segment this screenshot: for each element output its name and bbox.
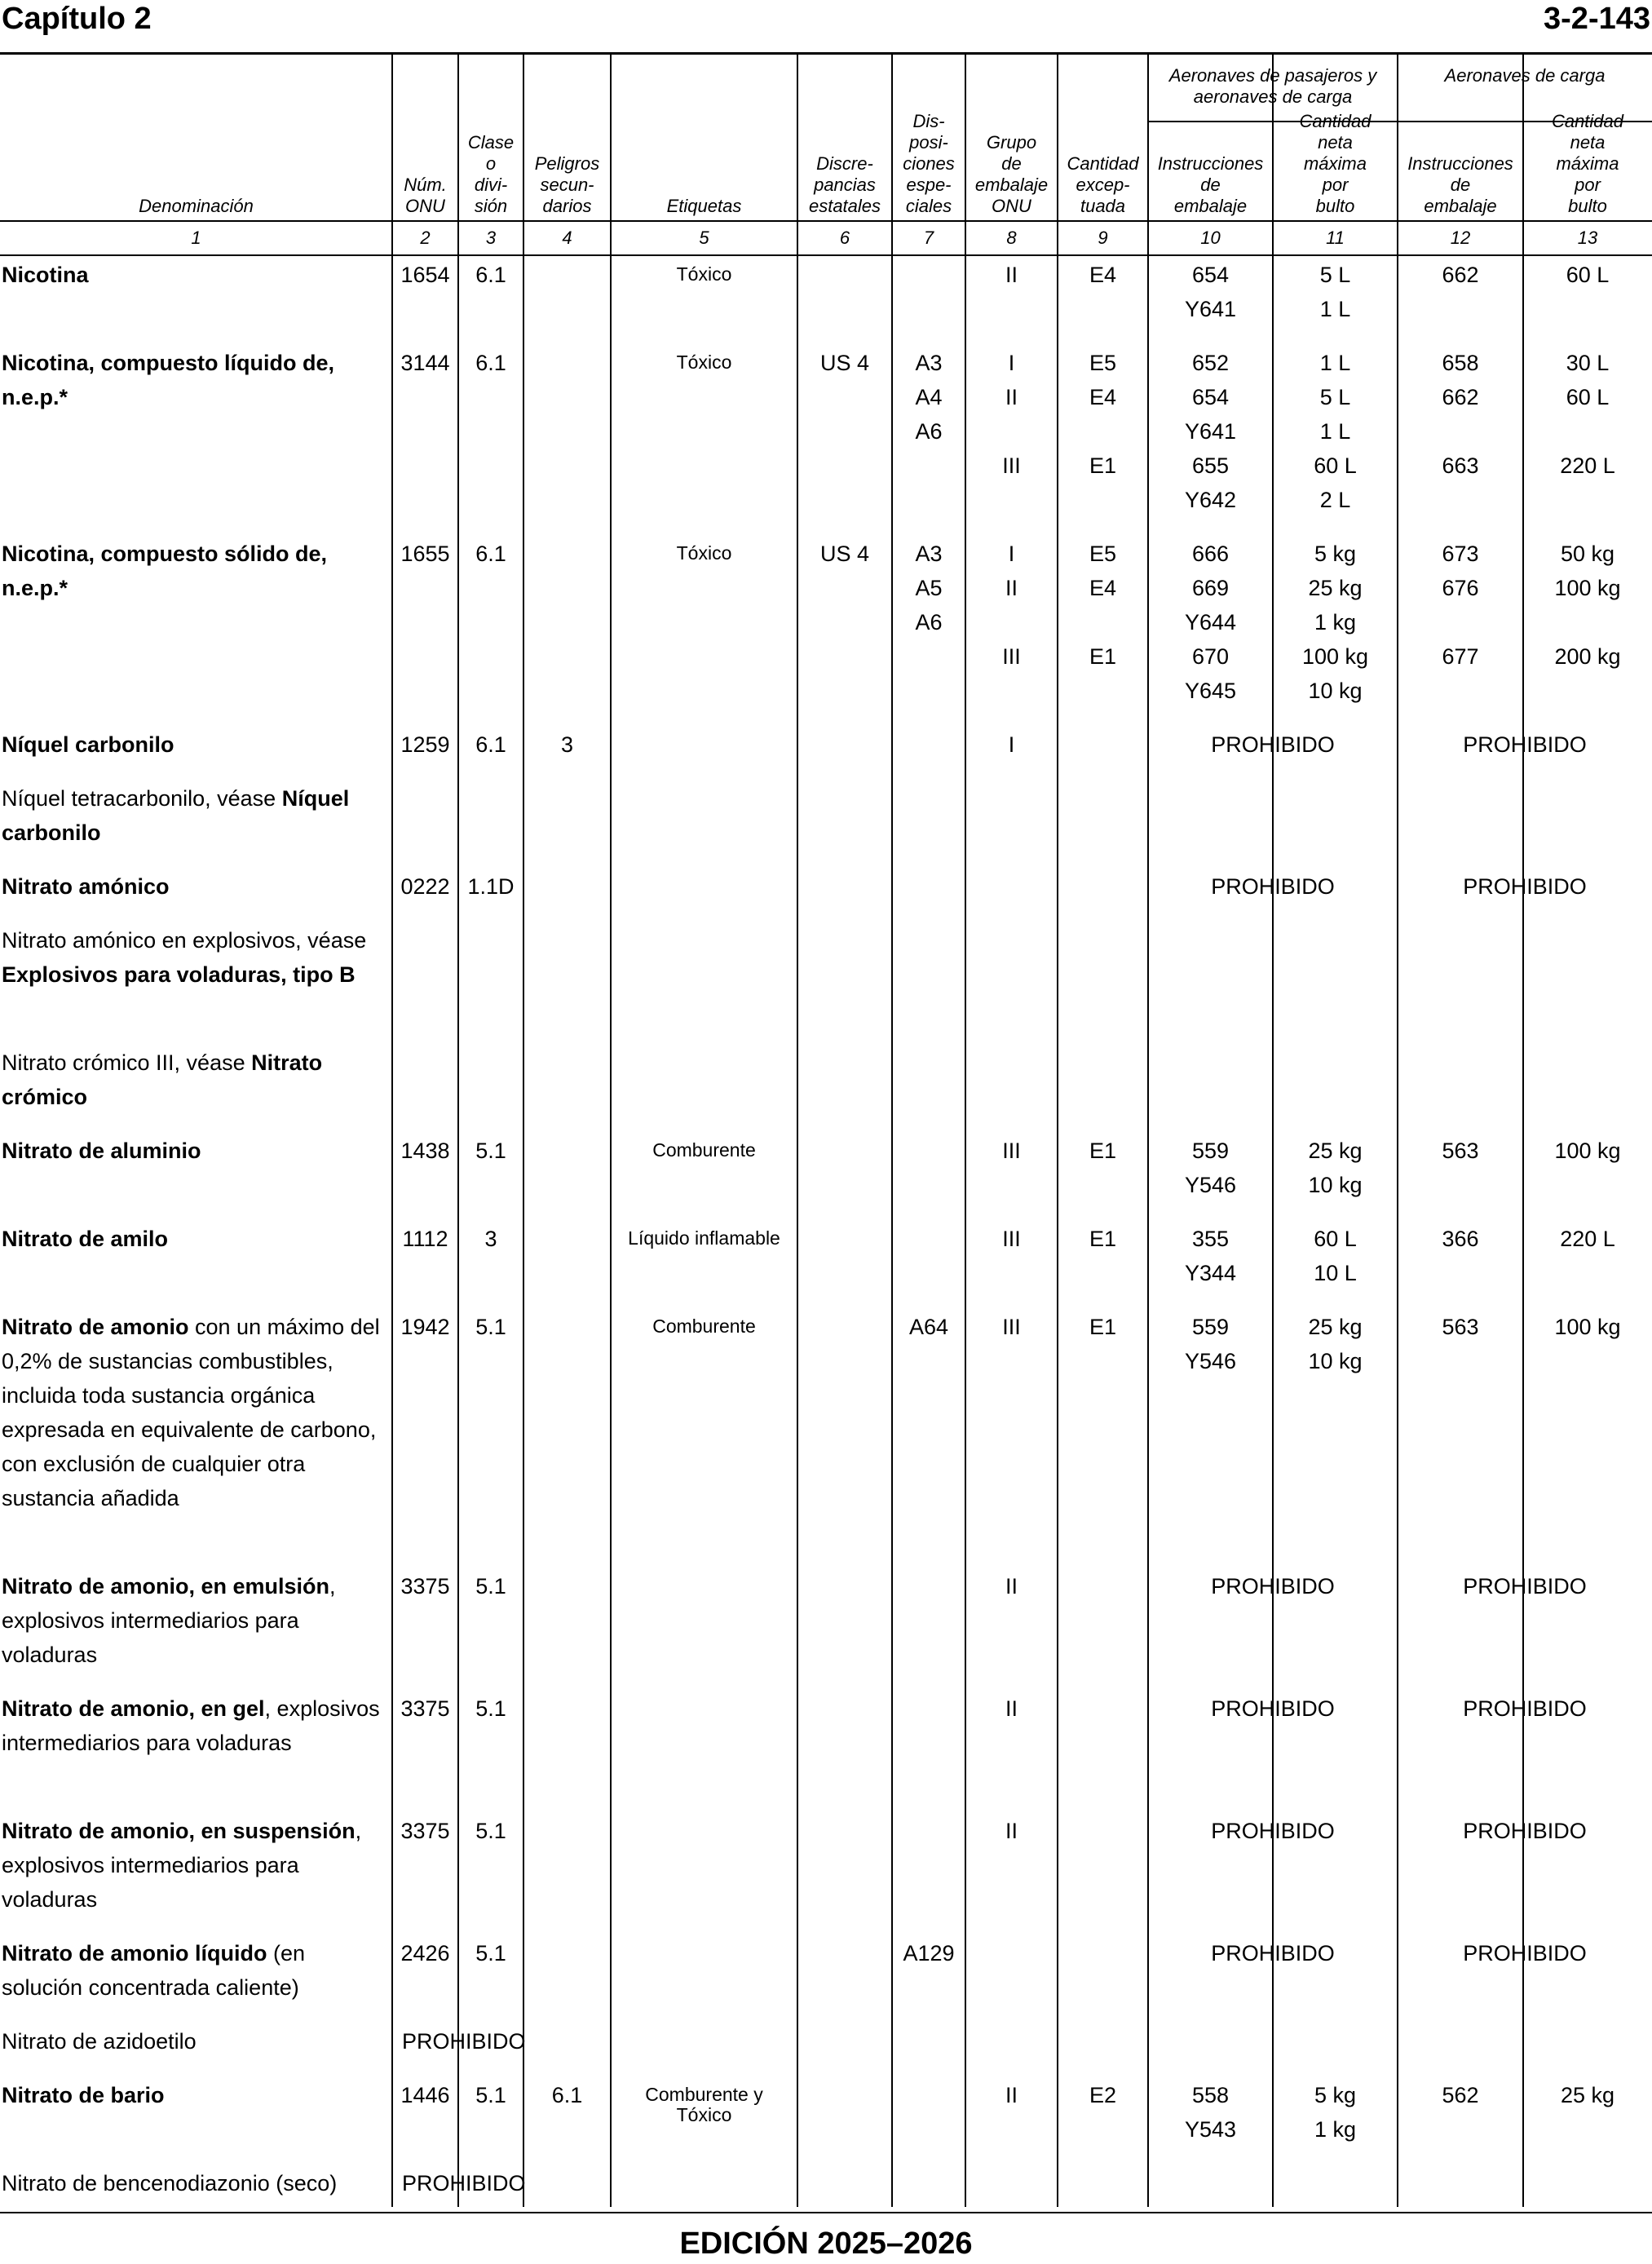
name-part: Explosivos para voladuras, tipo B <box>2 962 356 987</box>
packing-group: I <box>1008 542 1015 566</box>
cargo-packing-instruction: 677 <box>1442 644 1479 669</box>
cargo-max-quantity: 25 kg <box>1560 2083 1615 2107</box>
excepted-quantity: E5 <box>1089 542 1117 566</box>
class-division: 5.1 <box>475 1696 506 1721</box>
column-header: Núm. ONU <box>404 175 447 216</box>
un-number: 1654 <box>400 263 450 287</box>
passenger-max-quantity: 1 kg <box>1314 610 1357 635</box>
excepted-quantity: E1 <box>1089 1315 1117 1339</box>
edition-footer: EDICIÓN 2025–2026 <box>679 2226 973 2261</box>
column-header: Clase o divi- sión <box>467 132 515 216</box>
passenger-max-quantity: 1 kg <box>1314 2117 1357 2142</box>
substance-name <box>2 727 386 762</box>
name-part: Nitrato de aluminio <box>2 1139 201 1163</box>
packing-group: III <box>1002 453 1021 478</box>
class-division: 5.1 <box>475 1819 506 1843</box>
substance-name <box>2 1222 386 1256</box>
substance-name <box>2 258 386 292</box>
passenger-max-quantity: 1 L <box>1319 297 1351 321</box>
passenger-packing-instruction: 558 <box>1191 2083 1230 2107</box>
class-division: 1.1D <box>467 874 515 899</box>
substance-name <box>2 537 386 605</box>
class-division: 6.1 <box>475 732 506 757</box>
column-rule <box>610 54 612 2207</box>
passenger-packing-instruction: Y641 <box>1184 419 1237 444</box>
column-number: 5 <box>699 228 709 248</box>
substance-name <box>2 346 386 414</box>
column-header: Cantidad excep- tuada <box>1067 153 1139 216</box>
name-part: Nitrato crómico III, véase <box>2 1050 252 1075</box>
cargo-max-quantity: 30 L <box>1566 351 1610 375</box>
passenger-packing-instruction: Y543 <box>1184 2117 1237 2142</box>
substance-name <box>2 923 386 992</box>
passenger-packing-instruction: 559 <box>1191 1315 1230 1339</box>
packing-group: I <box>1008 351 1015 375</box>
header-rule <box>0 52 1652 55</box>
name-part: Nitrato de azidoetilo <box>2 2029 197 2054</box>
name-part: con un máximo del 0,2% de sustancias combustibles, incluida toda sustancia orgánica expresada en equivalente de carbono, con exclusión de cualquier otra sustancia añadida <box>2 1315 380 1510</box>
cargo-packing-instruction: 658 <box>1442 351 1479 375</box>
passenger-max-quantity: 10 kg <box>1308 1349 1363 1373</box>
passenger-packing-instruction: 670 <box>1191 644 1230 669</box>
cargo-max-quantity: 200 kg <box>1554 644 1621 669</box>
cargo-packing-instruction: 673 <box>1442 542 1479 566</box>
un-number: 3375 <box>400 1819 450 1843</box>
packing-group: III <box>1002 1139 1021 1163</box>
cargo-prohibited: PROHIBIDO <box>1463 732 1587 757</box>
un-number: 3375 <box>400 1574 450 1599</box>
footer-rule <box>0 2212 1652 2213</box>
name-part: , explosivos intermediarios para voladuras <box>2 1819 362 1912</box>
passenger-prohibited: PROHIBIDO <box>1211 874 1335 899</box>
packing-group: III <box>1002 1227 1021 1251</box>
cargo-packing-instruction: 563 <box>1442 1139 1479 1163</box>
column-number-rule <box>0 254 1652 256</box>
hazard-label: Tóxico <box>676 542 732 564</box>
name-part: Nicotina <box>2 263 89 287</box>
column-header: Peligros secun- darios <box>534 153 600 216</box>
cargo-max-quantity: 60 L <box>1566 263 1610 287</box>
passenger-packing-instruction: Y645 <box>1184 679 1237 703</box>
cargo-max-quantity: 60 L <box>1566 385 1610 409</box>
substance-name <box>2 2024 386 2058</box>
passenger-max-quantity: 60 L <box>1314 453 1357 478</box>
hazard-label: Comburente y Tóxico <box>645 2084 763 2125</box>
passenger-packing-instruction: 652 <box>1191 351 1230 375</box>
substance-name <box>2 1310 386 1515</box>
substance-name <box>2 2166 386 2200</box>
state-variation: US 4 <box>819 351 870 375</box>
passenger-max-quantity: 2 L <box>1319 488 1351 512</box>
excepted-quantity: E4 <box>1089 385 1117 409</box>
column-number: 9 <box>1098 228 1108 248</box>
passenger-packing-instruction: Y641 <box>1184 297 1237 321</box>
passenger-packing-instruction: 655 <box>1191 453 1230 478</box>
excepted-quantity: E1 <box>1089 453 1117 478</box>
passenger-max-quantity: 1 L <box>1319 351 1351 375</box>
substance-name <box>2 869 386 904</box>
header-rule <box>0 220 1652 222</box>
class-division: 3 <box>484 1227 497 1251</box>
excepted-quantity: E2 <box>1089 2083 1117 2107</box>
column-number: 4 <box>562 228 572 248</box>
class-division: 6.1 <box>475 351 506 375</box>
passenger-prohibited: PROHIBIDO <box>1211 1819 1335 1843</box>
cargo-packing-instruction: 562 <box>1442 2083 1479 2107</box>
secondary-hazard: 3 <box>560 732 574 757</box>
class-division: 5.1 <box>475 1139 506 1163</box>
name-part: , explosivos intermediarios para voladuras <box>2 1696 380 1755</box>
name-part: Nitrato de amonio, en suspensión <box>2 1819 356 1843</box>
substance-name <box>2 1691 386 1760</box>
un-number: 3144 <box>400 351 450 375</box>
cargo-packing-instruction: 676 <box>1442 576 1479 600</box>
passenger-max-quantity: 10 kg <box>1308 1173 1363 1197</box>
column-header: Denominación <box>139 196 254 216</box>
passenger-packing-instruction: Y546 <box>1184 1173 1237 1197</box>
passenger-max-quantity: 25 kg <box>1308 576 1363 600</box>
column-header: Etiquetas <box>666 196 742 216</box>
cargo-max-quantity: 100 kg <box>1554 576 1621 600</box>
packing-group: II <box>1005 385 1018 409</box>
passenger-packing-instruction: Y642 <box>1184 488 1237 512</box>
packing-group: II <box>1005 263 1018 287</box>
name-part: Nitrato de bario <box>2 2083 165 2107</box>
substance-name <box>2 2078 386 2112</box>
column-header: Instrucciones de embalaje <box>1157 153 1264 216</box>
cargo-packing-instruction: 366 <box>1442 1227 1479 1251</box>
passenger-max-quantity: 25 kg <box>1308 1139 1363 1163</box>
packing-group: I <box>1008 732 1015 757</box>
column-number: 8 <box>1006 228 1017 248</box>
passenger-prohibited: PROHIBIDO <box>1211 1574 1335 1599</box>
column-header: Grupo de embalaje ONU <box>974 132 1049 216</box>
column-header: Dis- posi- ciones espe- ciales <box>903 111 955 216</box>
passenger-packing-instruction: Y344 <box>1184 1261 1237 1285</box>
name-part: Nitrato de amonio líquido <box>2 1941 267 1966</box>
passenger-packing-instruction: Y546 <box>1184 1349 1237 1373</box>
group-header-cargo: Aeronaves de carga <box>1444 65 1606 86</box>
column-header: Cantidad neta máxima por bulto <box>1299 111 1372 216</box>
un-number: 1655 <box>400 542 450 566</box>
name-part: Nitrato amónico <box>2 874 170 899</box>
passenger-max-quantity: 1 L <box>1319 419 1351 444</box>
class-division: 5.1 <box>475 1574 506 1599</box>
passenger-packing-instruction: 355 <box>1191 1227 1230 1251</box>
packing-group: II <box>1005 1819 1018 1843</box>
passenger-max-quantity: 25 kg <box>1308 1315 1363 1339</box>
special-provisions: A3 A4 A6 <box>915 351 943 444</box>
name-part: Nitrato de amonio, en gel <box>2 1696 265 1721</box>
name-part: Níquel tetracarbonilo, véase <box>2 786 282 811</box>
substance-name <box>2 1936 386 2005</box>
column-number: 3 <box>485 228 497 248</box>
column-number: 6 <box>839 228 850 248</box>
cargo-prohibited: PROHIBIDO <box>1463 1941 1587 1966</box>
cargo-max-quantity: 100 kg <box>1554 1139 1621 1163</box>
substance-name <box>2 1569 386 1672</box>
name-part: Nicotina, compuesto líquido de, n.e.p.* <box>2 351 335 409</box>
group-header-passenger: Aeronaves de pasajeros y aeronaves de carga <box>1168 65 1377 107</box>
un-number: 2426 <box>400 1941 450 1966</box>
special-provisions: A129 <box>903 1941 955 1966</box>
excepted-quantity: E5 <box>1089 351 1117 375</box>
hazard-label: Tóxico <box>676 263 732 285</box>
name-part: Nicotina, compuesto sólido de, n.e.p.* <box>2 542 328 600</box>
cargo-packing-instruction: 662 <box>1442 385 1479 409</box>
excepted-quantity: E4 <box>1089 263 1117 287</box>
name-part: Nitrato de amonio <box>2 1315 189 1339</box>
column-number: 2 <box>420 228 431 248</box>
passenger-packing-instruction: 654 <box>1191 385 1230 409</box>
passenger-prohibited: PROHIBIDO <box>1211 1941 1335 1966</box>
passenger-max-quantity: 10 kg <box>1308 679 1363 703</box>
hazard-label: Líquido inflamable <box>628 1227 780 1249</box>
hazard-label: Comburente <box>652 1316 756 1337</box>
substance-name <box>2 1814 386 1917</box>
packing-group: III <box>1002 1315 1021 1339</box>
page-number: 3-2-143 <box>1544 2 1650 36</box>
column-number: 13 <box>1577 228 1598 248</box>
prohibited-all: PROHIBIDO <box>402 2029 526 2054</box>
packing-group: II <box>1005 1574 1018 1599</box>
column-number: 1 <box>191 228 201 248</box>
name-part: Nitrato de amonio, en emulsión <box>2 1574 330 1599</box>
un-number: 1112 <box>402 1227 448 1251</box>
un-number: 1259 <box>400 732 450 757</box>
chapter-title: Capítulo 2 <box>2 2 152 36</box>
secondary-hazard: 6.1 <box>551 2083 583 2107</box>
substance-name <box>2 781 386 850</box>
passenger-max-quantity: 10 L <box>1314 1261 1357 1285</box>
packing-group: III <box>1002 644 1021 669</box>
passenger-max-quantity: 5 L <box>1319 385 1351 409</box>
un-number: 1438 <box>400 1139 450 1163</box>
passenger-prohibited: PROHIBIDO <box>1211 732 1335 757</box>
excepted-quantity: E1 <box>1089 644 1117 669</box>
column-number: 10 <box>1200 228 1221 248</box>
excepted-quantity: E1 <box>1089 1139 1117 1163</box>
column-number: 11 <box>1326 228 1345 248</box>
state-variation: US 4 <box>819 542 870 566</box>
cargo-max-quantity: 50 kg <box>1560 542 1615 566</box>
passenger-packing-instruction: 654 <box>1191 263 1230 287</box>
substance-name <box>2 1134 386 1168</box>
cargo-prohibited: PROHIBIDO <box>1463 1696 1587 1721</box>
column-header: Cantidad neta máxima por bulto <box>1551 111 1624 216</box>
passenger-max-quantity: 5 L <box>1319 263 1351 287</box>
name-part: Nitrato de bencenodiazonio (seco) <box>2 2171 338 2195</box>
cargo-max-quantity: 100 kg <box>1554 1315 1621 1339</box>
cargo-max-quantity: 220 L <box>1560 453 1615 478</box>
cargo-prohibited: PROHIBIDO <box>1463 874 1587 899</box>
cargo-packing-instruction: 563 <box>1442 1315 1479 1339</box>
cargo-max-quantity: 220 L <box>1560 1227 1615 1251</box>
passenger-prohibited: PROHIBIDO <box>1211 1696 1335 1721</box>
passenger-packing-instruction: 666 <box>1191 542 1230 566</box>
cargo-prohibited: PROHIBIDO <box>1463 1574 1587 1599</box>
name-part: Nitrato de amilo <box>2 1227 169 1251</box>
un-number: 1446 <box>400 2083 450 2107</box>
class-division: 6.1 <box>475 263 506 287</box>
special-provisions: A3 A5 A6 <box>915 542 943 635</box>
column-number: 12 <box>1450 228 1471 248</box>
column-header: Instrucciones de embalaje <box>1407 153 1513 216</box>
un-number: 1942 <box>400 1315 450 1339</box>
packing-group: II <box>1005 1696 1018 1721</box>
hazard-label: Comburente <box>652 1139 756 1161</box>
passenger-packing-instruction: 559 <box>1191 1139 1230 1163</box>
cargo-packing-instruction: 663 <box>1442 453 1479 478</box>
class-division: 5.1 <box>475 1941 506 1966</box>
excepted-quantity: E4 <box>1089 576 1117 600</box>
prohibited-all: PROHIBIDO <box>402 2171 526 2195</box>
passenger-packing-instruction: Y644 <box>1184 610 1237 635</box>
name-part: Níquel carbonilo <box>2 786 350 845</box>
packing-group: II <box>1005 576 1018 600</box>
passenger-max-quantity: 60 L <box>1314 1227 1357 1251</box>
packing-group: II <box>1005 2083 1018 2107</box>
name-part: , explosivos intermediarios para voladuras <box>2 1574 336 1667</box>
class-division: 6.1 <box>475 542 506 566</box>
name-part: Nitrato amónico en explosivos, véase <box>2 928 367 953</box>
cargo-packing-instruction: 662 <box>1442 263 1479 287</box>
column-number: 7 <box>923 228 934 248</box>
passenger-packing-instruction: 669 <box>1191 576 1230 600</box>
hazard-label: Tóxico <box>676 352 732 373</box>
passenger-max-quantity: 100 kg <box>1301 644 1369 669</box>
cargo-prohibited: PROHIBIDO <box>1463 1819 1587 1843</box>
excepted-quantity: E1 <box>1089 1227 1117 1251</box>
un-number: 3375 <box>400 1696 450 1721</box>
special-provisions: A64 <box>908 1315 949 1339</box>
name-part: Nitrato crómico <box>2 1050 323 1109</box>
passenger-max-quantity: 5 kg <box>1314 2083 1357 2107</box>
column-header: Discre- pancias estatales <box>808 153 881 216</box>
class-division: 5.1 <box>475 1315 506 1339</box>
name-part: Níquel carbonilo <box>2 732 174 757</box>
un-number: 0222 <box>400 874 450 899</box>
passenger-max-quantity: 5 kg <box>1314 542 1357 566</box>
class-division: 5.1 <box>475 2083 506 2107</box>
substance-name <box>2 1046 386 1114</box>
name-part: (en solución concentrada caliente) <box>2 1941 306 2000</box>
